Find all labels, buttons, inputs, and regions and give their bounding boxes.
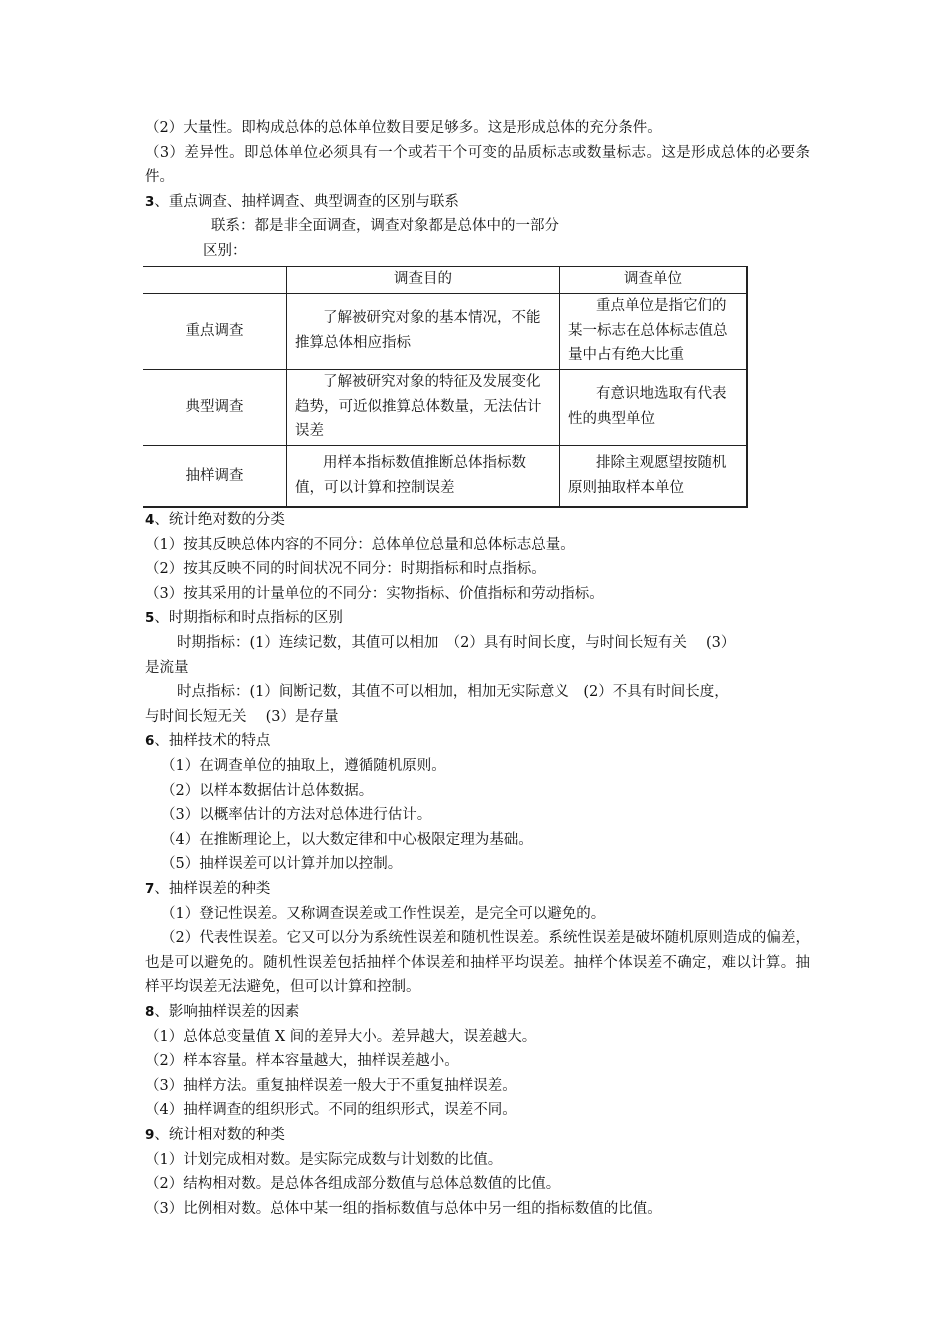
list-item: （3）抽样方法。重复抽样误差一般大于不重复抽样误差。 [145, 1077, 517, 1094]
section-title: 、抽样误差的种类 [154, 880, 271, 897]
difference-label: 区别： [203, 242, 247, 259]
point-indicator-line-2: 与时间长短无关 (3）是存量 [145, 708, 339, 725]
row-purpose: 了解被研究对象的特征及发展变化趋势，可近似推算总体数量，无法估计误差 [287, 369, 560, 445]
list-item: （2）样本容量。样本容量越大，抽样误差越小。 [145, 1053, 459, 1070]
row-purpose: 了解被研究对象的基本情况，不能推算总体相应指标 [287, 293, 560, 369]
section-number: 6 [145, 733, 155, 750]
list-item: （1）按其反映总体内容的不同分：总体单位总量和总体标志总量。 [145, 536, 575, 553]
row-unit: 重点单位是指它们的某一标志在总体标志值总量中占有绝大比重 [560, 293, 748, 369]
representative-error-paragraph: （2）代表性误差。它又可以分为系统性误差和随机性误差。系统性误差是破坏随机原则造成的偏差，也是可以避免的。随机性误差包括抽样个体误差和抽样平均误差。抽样个体误差不确定，难以计算。抽样平均误差无法避免，但可以计算和控制。 [145, 930, 810, 996]
section-number: 8 [145, 1003, 155, 1020]
section-number: 9 [145, 1126, 155, 1143]
section-title: 、抽样技术的特点 [154, 733, 271, 750]
section-5-heading [145, 606, 810, 631]
document-body [145, 116, 810, 1221]
list-item: （3）按其采用的计量单位的不同分：实物指标、价值指标和劳动指标。 [145, 585, 604, 602]
point-indicator-line-1: 时点指标：(1）间断记数，其值不可以相加，相加无实际意义 (2）不具有时间长度， [177, 684, 729, 701]
survey-comparison-table [143, 266, 748, 509]
section-number: 5 [145, 610, 155, 627]
list-item: （2）按其反映不同的时间状况不同分：时期指标和时点指标。 [145, 561, 546, 578]
section-4-heading [145, 508, 810, 533]
section-title: 、重点调查、抽样调查、典型调查的区别与联系 [154, 193, 459, 210]
section-3-heading [145, 190, 810, 215]
table-row [143, 293, 747, 369]
period-indicator-line-1: 时期指标：(1）连续记数，其值可以相加 （2）具有时间长度，与时间长短有关 (3） [177, 635, 736, 652]
section-number: 3 [145, 193, 155, 210]
list-item: （2）以样本数据估计总体数据。 [161, 782, 374, 799]
section-title: 、统计相对数的种类 [154, 1126, 285, 1143]
row-purpose: 用样本指标数值推断总体指标数值，可以计算和控制误差 [287, 445, 560, 507]
header-cell-unit: 调查单位 [560, 266, 748, 293]
table-header-row [143, 266, 747, 293]
list-item: （1）计划完成相对数。是实际完成数与计划数的比值。 [145, 1151, 503, 1168]
section-number: 4 [145, 512, 155, 529]
section-8-heading [145, 1000, 810, 1025]
row-name: 典型调查 [143, 369, 287, 445]
list-item: （5）抽样误差可以计算并加以控制。 [161, 856, 403, 873]
section-title: 、统计绝对数的分类 [154, 512, 285, 529]
section-title: 、时期指标和时点指标的区别 [154, 610, 343, 627]
list-item: （1）在调查单位的抽取上，遵循随机原则。 [161, 758, 446, 774]
table-row [143, 369, 747, 445]
row-name: 抽样调查 [143, 445, 287, 507]
section-6-heading [145, 729, 810, 754]
list-item: （3）以概率估计的方法对总体进行估计。 [161, 807, 432, 824]
paragraph-variability: （3）差异性。即总体单位必须具有一个或若干个可变的品质标志或数量标志。这是形成总体的必要条件。 [145, 144, 810, 186]
table-row [143, 445, 747, 507]
list-item: （2）结构相对数。是总体各组成部分数值与总体总数值的比值。 [145, 1176, 561, 1193]
header-cell-empty [143, 266, 287, 293]
list-item: （3）比例相对数。总体中某一组的指标数值与总体中另一组的指标数值的比值。 [145, 1200, 662, 1217]
relation-text: 联系：都是非全面调查，调查对象都是总体中的一部分 [211, 218, 559, 235]
section-title: 、影响抽样误差的因素 [154, 1003, 300, 1020]
header-cell-purpose: 调查目的 [287, 266, 560, 293]
paragraph-large-quantity: （2）大量性。即构成总体的总体单位数目要足够多。这是形成总体的充分条件。 [145, 120, 662, 136]
row-unit: 排除主观愿望按随机原则抽取样本单位 [560, 445, 748, 507]
period-indicator-line-2: 是流量 [145, 659, 189, 676]
section-7-heading [145, 877, 810, 902]
section-9-heading [145, 1123, 810, 1148]
list-item: （4）在推断理论上，以大数定律和中心极限定理为基础。 [161, 831, 533, 848]
row-unit: 有意识地选取有代表性的典型单位 [560, 369, 748, 445]
list-item: （1）总体总变量值 X 间的差异大小。差异越大，误差越大。 [145, 1028, 537, 1045]
row-name: 重点调查 [143, 293, 287, 369]
list-item: （4）抽样调查的组织形式。不同的组织形式，误差不同。 [145, 1102, 517, 1119]
section-number: 7 [145, 880, 155, 897]
list-item: （1）登记性误差。又称调查误差或工作性误差，是完全可以避免的。 [161, 905, 606, 922]
